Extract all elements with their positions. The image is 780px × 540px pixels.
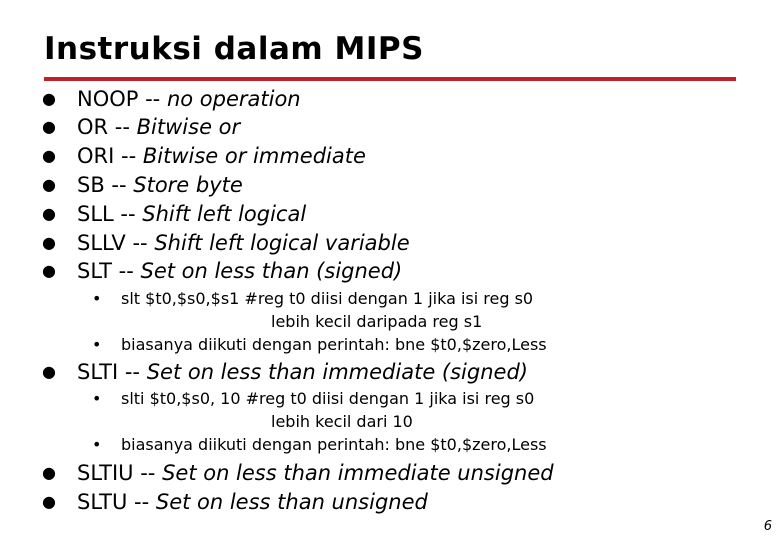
bullet-icon: ● — [42, 492, 56, 511]
page-number: 6 — [763, 519, 772, 534]
bullet-icon: ● — [42, 89, 56, 108]
item-desc: Shift left logical — [142, 202, 307, 226]
slide-title: Instruksi dalam MIPS — [44, 31, 424, 67]
sub-item-continuation: lebih kecil daripada reg s1 — [271, 312, 483, 331]
item-op: SLL -- — [77, 202, 136, 226]
bullet-icon: ● — [42, 175, 56, 194]
item-desc: Shift left logical variable — [154, 231, 410, 255]
item-desc: no operation — [166, 87, 301, 111]
sub-bullet-icon: • — [92, 435, 102, 454]
sub-item-text: slt $t0,$s0,$s1 #reg t0 diisi dengan 1 jika isi reg s0 — [121, 289, 534, 308]
item-op: SLTI -- — [77, 360, 140, 384]
item-desc: Bitwise or immediate — [142, 144, 366, 168]
item-op: OR -- — [77, 115, 130, 139]
item-op: NOOP -- — [77, 87, 161, 111]
bullet-icon: ● — [42, 146, 56, 165]
bullet-icon: ● — [42, 117, 56, 136]
item-op: SLTIU -- — [77, 461, 156, 485]
sub-bullet-icon: • — [92, 335, 102, 354]
item-op: SLT -- — [77, 259, 134, 283]
bullet-icon: ● — [42, 261, 56, 280]
bullet-icon: ● — [42, 233, 56, 252]
bullet-icon: ● — [42, 463, 56, 482]
bullet-icon: ● — [42, 362, 56, 381]
item-desc: Set on less than immediate (signed) — [146, 360, 528, 384]
sub-bullet-icon: • — [92, 289, 102, 308]
item-desc: Set on less than (signed) — [140, 259, 403, 283]
item-op: ORI -- — [77, 144, 137, 168]
item-op: SB -- — [77, 173, 127, 197]
item-desc: Store byte — [133, 173, 243, 197]
item-op: SLTU -- — [77, 490, 150, 514]
bullet-icon: ● — [42, 204, 56, 223]
sub-item-text: slti $t0,$s0, 10 #reg t0 diisi dengan 1 jika isi reg s0 — [121, 389, 535, 408]
item-desc: Set on less than unsigned — [155, 490, 428, 514]
item-op: SLLV -- — [77, 231, 148, 255]
sub-bullet-icon: • — [92, 389, 102, 408]
title-divider — [44, 77, 736, 81]
sub-item-text: biasanya diikuti dengan perintah: bne $t0,$zero,Less — [121, 435, 547, 454]
sub-item-text: biasanya diikuti dengan perintah: bne $t0,$zero,Less — [121, 335, 547, 354]
sub-item-continuation: lebih kecil dari 10 — [271, 412, 413, 431]
item-desc: Set on less than immediate unsigned — [162, 461, 554, 485]
item-desc: Bitwise or — [136, 115, 241, 139]
